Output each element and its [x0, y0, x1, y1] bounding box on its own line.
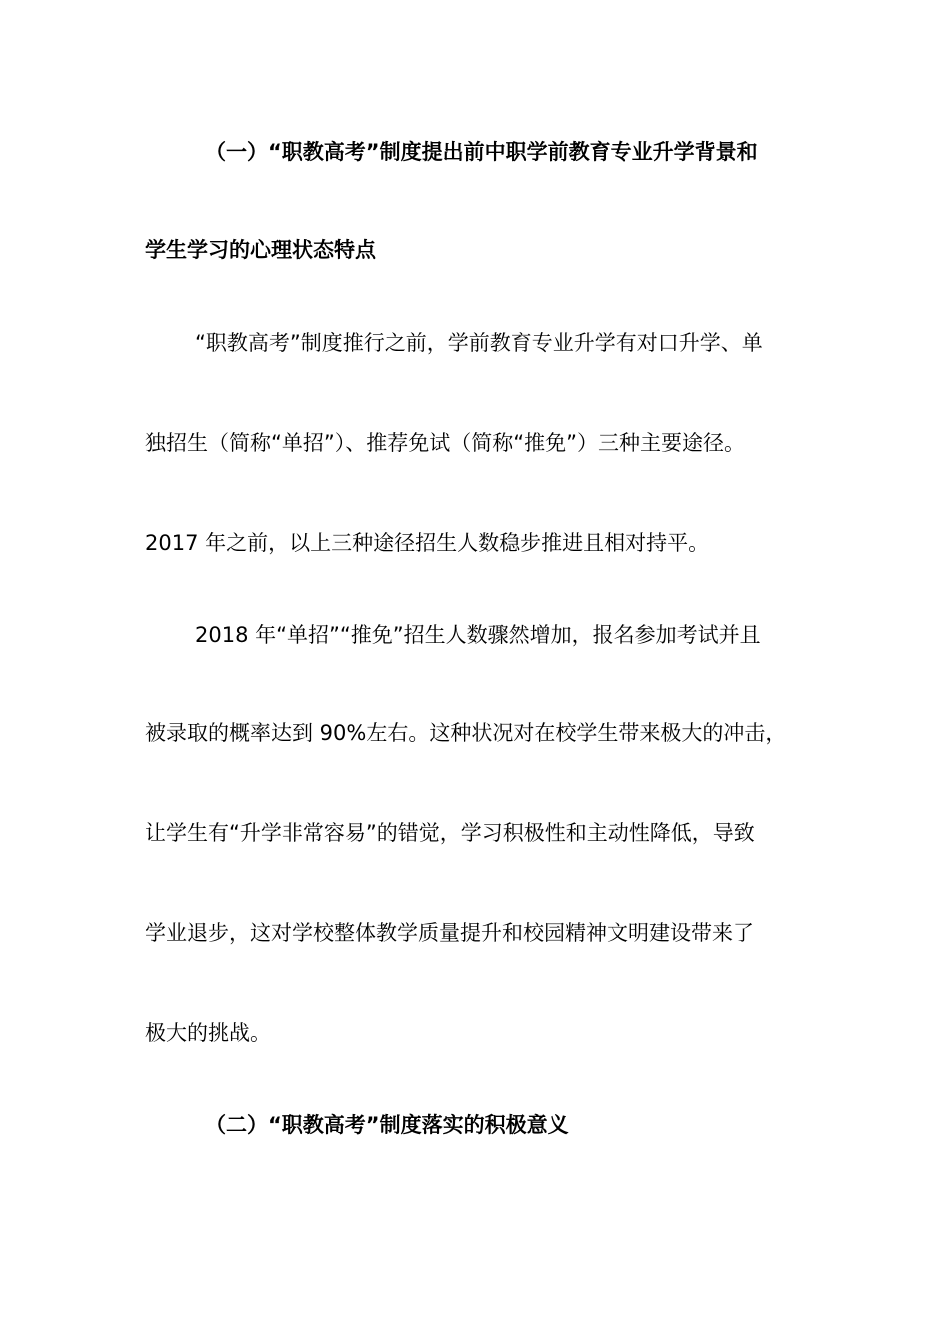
paragraph-1-line-2: 独招生（简称“单招”）、推荐免试（简称“推免”）三种主要途径。 — [145, 431, 746, 455]
section-heading-1-line-1: （一）“职教高考”制度提出前中职学前教育专业升学背景和 — [205, 140, 758, 164]
paragraph-2-line-5: 极大的挑战。 — [145, 1021, 271, 1045]
paragraph-1-line-3: 2017 年之前，以上三种途径招生人数稳步推进且相对持平。 — [145, 531, 710, 555]
paragraph-2-line-3: 让学生有“升学非常容易”的错觉，学习积极性和主动性降低，导致 — [145, 821, 755, 845]
paragraph-2-line-1: 2018 年“单招”“推免”招生人数骤然增加，报名参加考试并且 — [195, 623, 761, 647]
paragraph-1-line-1: “职教高考”制度推行之前，学前教育专业升学有对口升学、单 — [195, 331, 763, 355]
section-heading-1-line-2: 学生学习的心理状态特点 — [145, 238, 376, 262]
paragraph-2-line-4: 学业退步，这对学校整体教学质量提升和校园精神文明建设带来了 — [145, 921, 754, 945]
paragraph-2-line-2: 被录取的概率达到 90%左右。这种状况对在校学生带来极大的冲击， — [145, 721, 787, 745]
section-heading-2: （二）“职教高考”制度落实的积极意义 — [205, 1113, 569, 1137]
